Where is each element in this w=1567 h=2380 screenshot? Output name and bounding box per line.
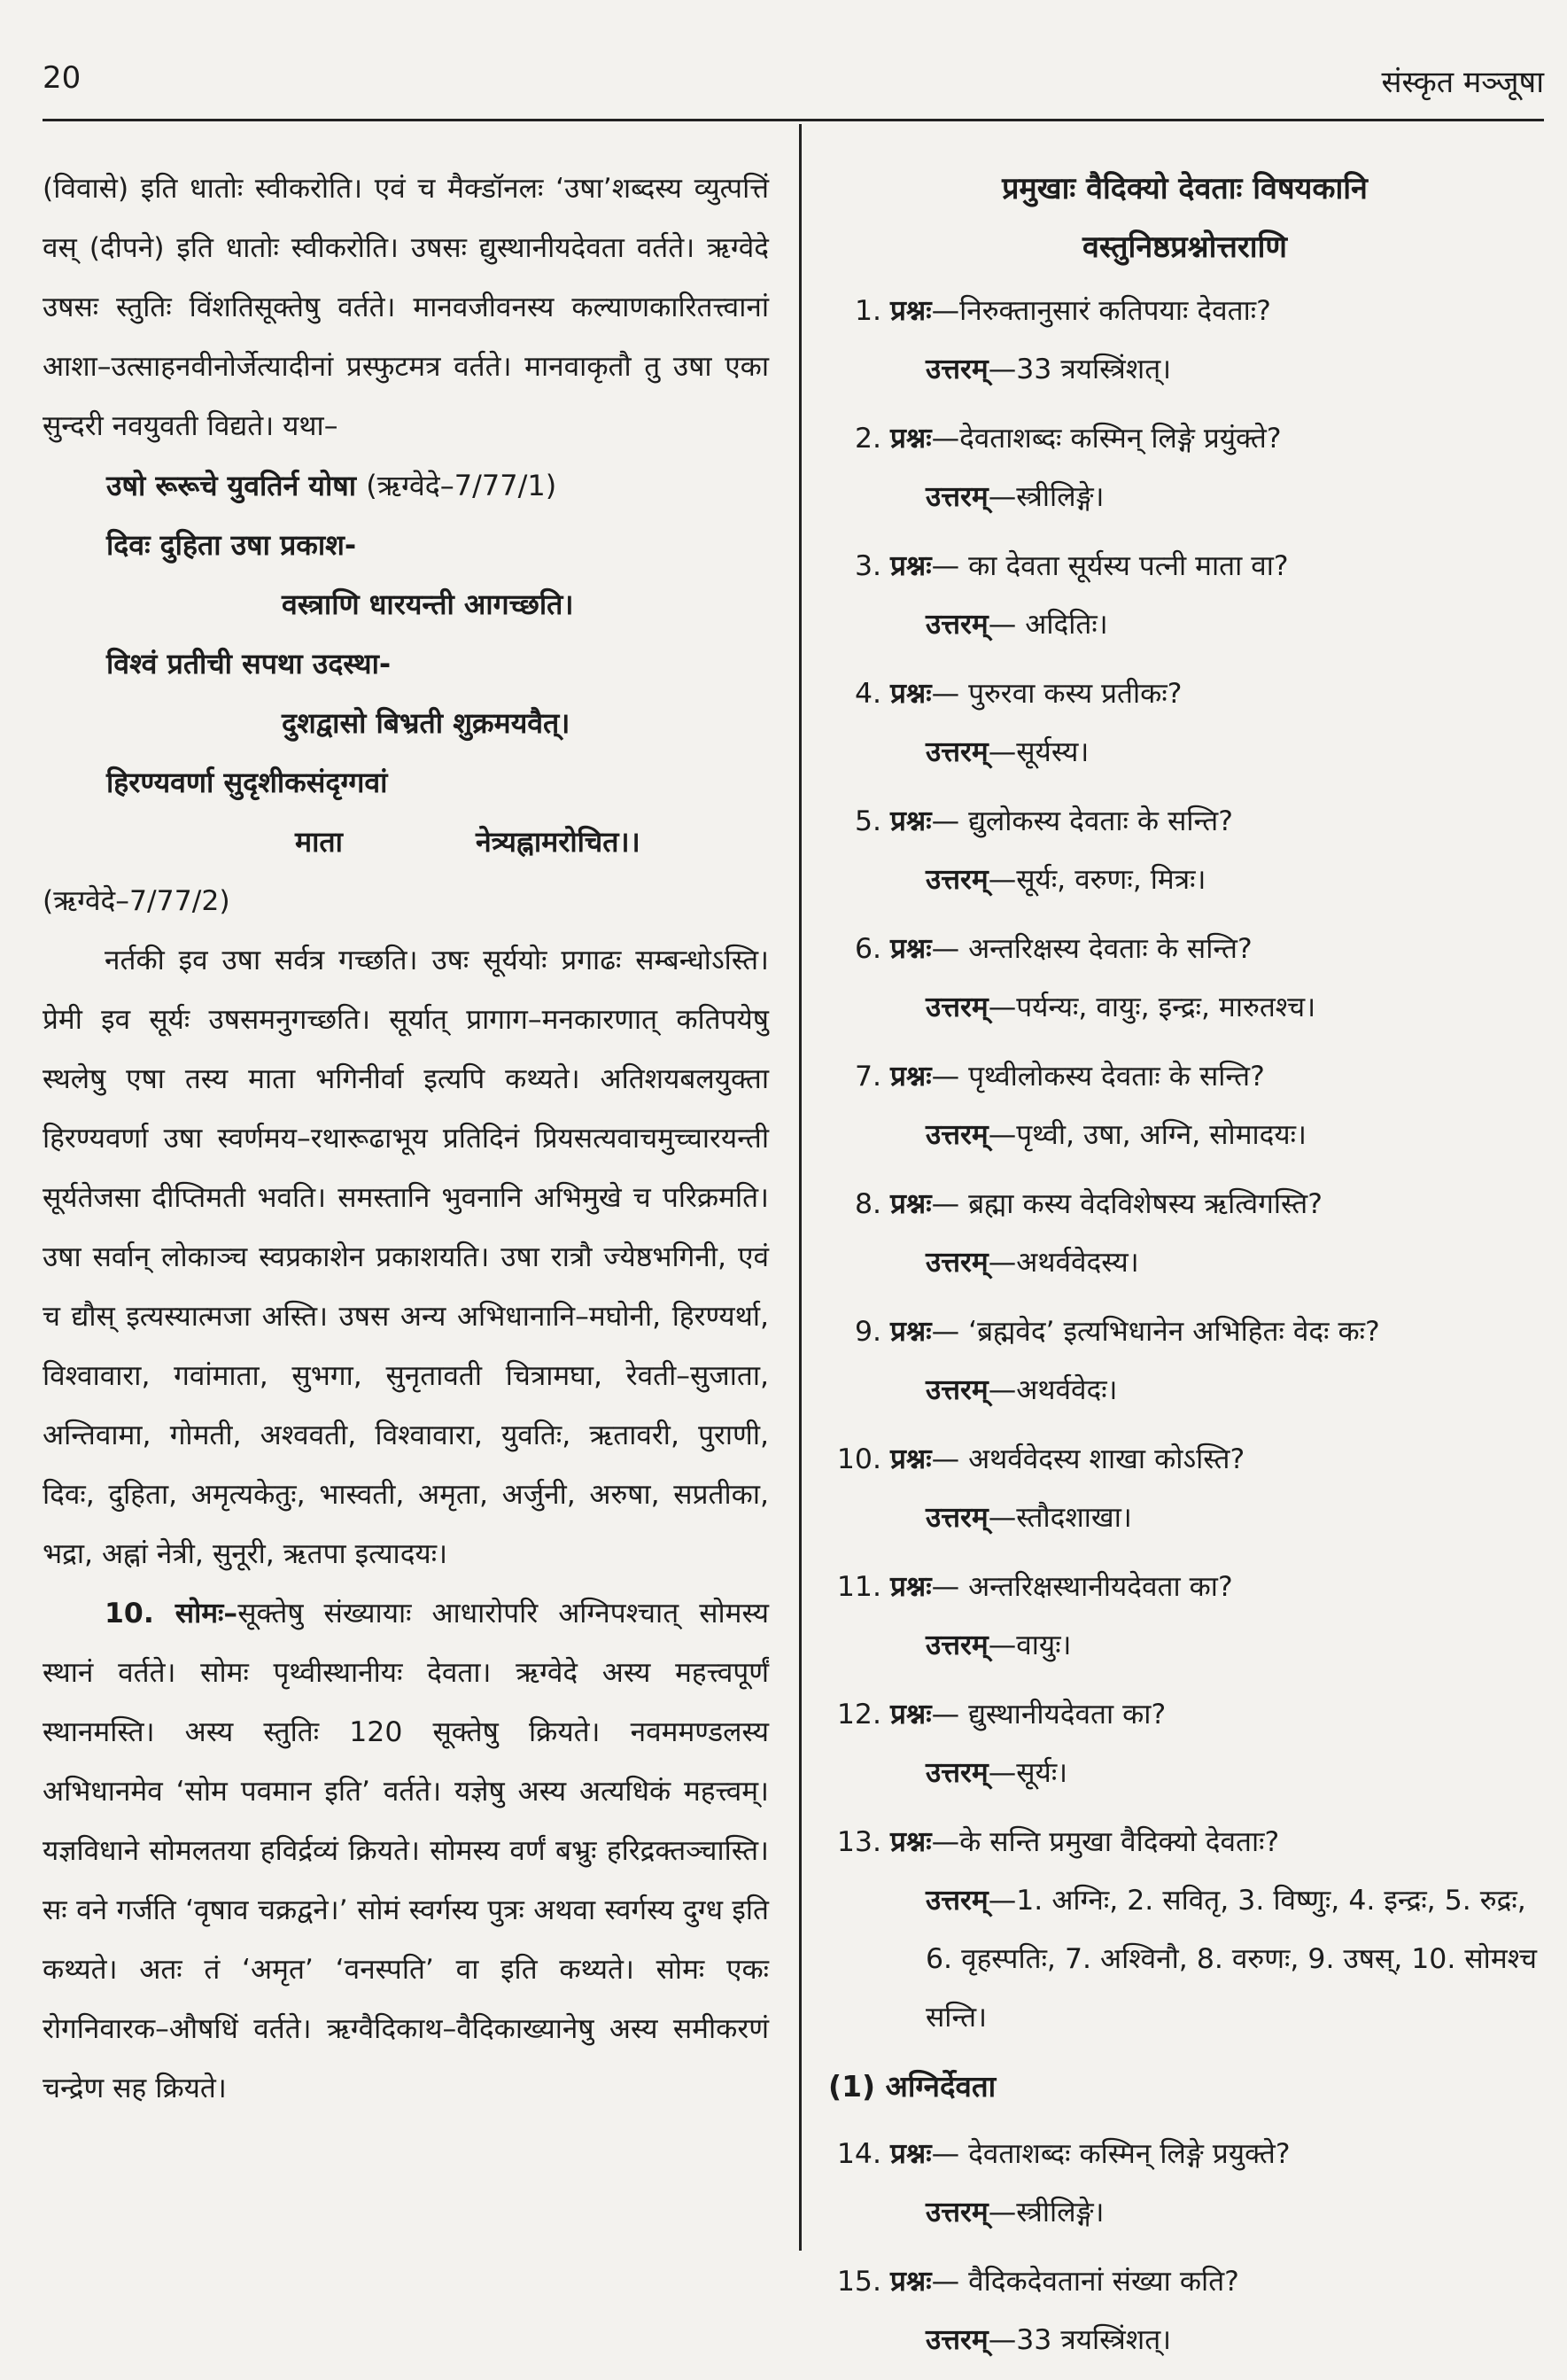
verse-line-7 <box>43 813 769 872</box>
column-divider <box>799 124 802 2251</box>
qa-number: 3. <box>854 550 881 582</box>
answer-label: उत्तरम् <box>926 609 989 641</box>
answer <box>890 851 1541 909</box>
question-label: प्रश्नः <box>890 2138 932 2170</box>
answer <box>890 2183 1541 2242</box>
verse-word: नेत्र्यह्नामरोचित।। <box>475 825 640 859</box>
qa-item <box>828 1175 1541 1292</box>
answer-text: —वायुः। <box>988 1629 1072 1661</box>
question <box>890 1430 1541 1489</box>
qa-item <box>828 2125 1541 2242</box>
qa-item <box>828 665 1541 782</box>
qa-item <box>828 792 1541 909</box>
qa-number: 4. <box>854 678 881 710</box>
question <box>890 665 1541 723</box>
question-text: — द्युस्थानीयदेवता का? <box>931 1699 1167 1731</box>
question-text: — का देवता सूर्यस्य पत्नी माता वा? <box>931 550 1289 582</box>
question-label: प्रश्नः <box>890 678 932 710</box>
verse-word: माता <box>295 825 343 859</box>
answer-text: —33 त्रयस्त्रिंशत्। <box>988 2324 1172 2356</box>
paragraph-3 <box>43 1584 769 2119</box>
answer-text: —पर्यन्यः, वायुः, इन्द्रः, मारुतश्च। <box>988 992 1316 1023</box>
question <box>890 1175 1541 1233</box>
qa-item <box>828 1685 1541 1802</box>
qa-number: 1. <box>854 295 881 327</box>
section-heading <box>828 159 1541 276</box>
verse-reference: (ऋग्वेदे–7/77/1) <box>366 469 557 502</box>
question-label: प्रश्नः <box>890 2266 932 2298</box>
question-text: — वैदिकदेवतानां संख्या कति? <box>931 2266 1239 2298</box>
answer <box>890 978 1541 1037</box>
question <box>890 409 1541 468</box>
qa-item <box>828 1430 1541 1547</box>
answer-label: उत्तरम् <box>926 1885 989 1917</box>
answer <box>890 1744 1541 1802</box>
question-text: — पृथ्वीलोकस्य देवताः के सन्ति? <box>931 1061 1265 1093</box>
answer-text: —पृथ्वी, उषा, अग्नि, सोमादयः। <box>988 1119 1307 1151</box>
qa-item <box>828 1813 1541 2047</box>
question-text: — द्युलोकस्य देवताः के सन्ति? <box>931 805 1233 837</box>
answer-text: —1. अग्निः, 2. सवितृ, 3. विष्णुः, 4. इन्द्रः, 5. रुद्रः, 6. वृहस्पतिः, 7. अश्विनौ, 8. वरुणः, 9. उषस्, 10. सोमश्च सन्ति। <box>926 1885 1538 2034</box>
verse-line-3: वस्त्राणि धारयन्ती आगच्छति। <box>282 587 574 621</box>
question-label: प्रश्नः <box>890 1699 932 1731</box>
question <box>890 1813 1541 1871</box>
qa-item <box>828 2252 1541 2369</box>
answer <box>890 2311 1541 2369</box>
qa-item <box>828 1558 1541 1675</box>
qa-number: 6. <box>854 933 881 965</box>
question-label: प्रश्नः <box>890 1826 932 1858</box>
question-text: — पुरुरवा कस्य प्रतीकः? <box>931 678 1183 710</box>
qa-item <box>828 537 1541 654</box>
question-label: प्रश्नः <box>890 1571 932 1603</box>
paragraph-1: (विवासे) इति धातोः स्वीकरोति। एवं च मैक्डॉनलः ‘उषा’शब्दस्य व्युत्पत्तिं वस् (दीपने) इति धातोः स्वीकरोति। उषसः द्युस्थानीयदेवता वर्तते। ऋग्वेदे उषसः स्तुतिः विंशतिसूक्तेषु वर्तते। मानवजीवनस्य कल्याणकारितत्त्वानां आशा–उत्साहनवीनोर्जेत्यादीनां प्रस्फुटमत्र वर्तते। मानवाकृतौ तु उषा एका सुन्दरी नवयुवती विद्यते। यथा– <box>43 173 769 442</box>
question-label: प्रश्नः <box>890 1443 932 1475</box>
answer-label: उत्तरम् <box>926 736 989 768</box>
subheading: (1) अग्निर्देवता <box>828 2069 997 2104</box>
header-rule <box>43 119 1544 121</box>
qa-list <box>828 282 1541 2047</box>
question <box>890 1303 1541 1361</box>
question-label: प्रश्नः <box>890 1316 932 1348</box>
question <box>890 2252 1541 2311</box>
left-column <box>43 159 769 2119</box>
verse-text: उषो रूरूचे युवतिर्न योषा <box>106 469 357 502</box>
right-column <box>828 159 1541 2380</box>
question-text: — अन्तरिक्षस्य देवताः के सन्ति? <box>931 933 1253 965</box>
answer <box>890 340 1541 399</box>
verse-line-4: विश्वं प्रतीची सपथा उदस्था- <box>106 647 392 681</box>
question-label: प्रश्नः <box>890 550 932 582</box>
question-text: — देवताशब्दः कस्मिन् लिङ्गे प्रयुक्ते? <box>931 2138 1291 2170</box>
qa-number: 10. <box>836 1443 881 1475</box>
page-header <box>43 53 1544 110</box>
verse-line-1 <box>43 456 769 516</box>
question-label: प्रश्नः <box>890 295 932 327</box>
answer-text: —अथर्ववेदस्य। <box>988 1247 1139 1279</box>
answer-label: उत्तरम् <box>926 1757 989 1789</box>
answer <box>890 595 1541 654</box>
qa-number: 9. <box>854 1316 881 1348</box>
verse-line-6: हिरण्यवर्णा सुदृशीकसंदृग्गवां <box>106 766 388 799</box>
question <box>890 282 1541 340</box>
answer-label: उत्तरम् <box>926 1502 989 1534</box>
qa-list-2 <box>828 2125 1541 2369</box>
answer-label: उत्तरम् <box>926 1119 989 1151</box>
qa-number: 13. <box>836 1826 881 1858</box>
answer-label: उत्तरम् <box>926 864 989 896</box>
answer-label: उत्तरम् <box>926 2324 989 2356</box>
qa-item <box>828 1303 1541 1419</box>
section-label: 10. सोमः– <box>105 1598 238 1629</box>
qa-number: 5. <box>854 805 881 837</box>
question-text: — ब्रह्मा कस्य वेदविशेषस्य ऋत्विगस्ति? <box>931 1188 1323 1220</box>
question-text: — ‘ब्रह्मवेद’ इत्यभिधानेन अभिहितः वेदः कः? <box>931 1316 1380 1348</box>
answer <box>890 1871 1541 2047</box>
verse-line-5: दुशद्वासो बिभ्रती शुक्रमयवैत्। <box>282 706 570 740</box>
answer-text: —सूर्यः, वरुणः, मित्रः। <box>988 864 1206 896</box>
qa-number: 8. <box>854 1188 881 1220</box>
answer <box>890 1361 1541 1419</box>
question-label: प्रश्नः <box>890 933 932 965</box>
answer <box>890 1106 1541 1164</box>
question-text: —देवताशब्दः कस्मिन् लिङ्गे प्रयुंक्ते? <box>931 423 1282 455</box>
page-number: 20 <box>43 60 81 96</box>
answer-label: उत्तरम् <box>926 1374 989 1406</box>
qa-number: 2. <box>854 423 881 455</box>
qa-item <box>828 1047 1541 1164</box>
heading-line-2: वस्तुनिष्ठप्रश्नोत्तराणि <box>1082 229 1287 265</box>
question-label: प्रश्नः <box>890 423 932 455</box>
answer-text: —33 त्रयस्त्रिंशत्। <box>988 354 1172 385</box>
question-text: — अन्तरिक्षस्थानीयदेवता का? <box>931 1571 1233 1603</box>
book-title: संस्कृत मञ्जूषा <box>1381 65 1544 100</box>
answer-label: उत्तरम् <box>926 1247 989 1279</box>
question <box>890 2125 1541 2183</box>
question <box>890 1685 1541 1744</box>
question <box>890 792 1541 851</box>
question <box>890 920 1541 978</box>
verse-reference: (ऋग्वेदे–7/77/2) <box>43 885 230 917</box>
question-text: —निरुक्तानुसारं कतिपयाः देवताः? <box>931 295 1271 327</box>
qa-item <box>828 282 1541 399</box>
paragraph-2: नर्तकी इव उषा सर्वत्र गच्छति। उषः सूर्ययोः प्रगाढः सम्बन्धोऽस्ति। प्रेमी इव सूर्यः उषसमनुगच्छति। सूर्यात् प्रागाग–मनकारणात् कतिपयेषु स्थलेषु एषा तस्य माता भगिनीर्वा इत्यपि कथ्यते। अतिशयबलयुक्ता हिरण्यवर्णा उषा स्वर्णमय–रथारूढाभूय प्रतिदिनं प्रियसत्यवाचमुच्चारयन्ती सूर्यतेजसा दीप्तिमती भवति। समस्तानि भुवनानि अभिमुखे च परिक्रमति। उषा सर्वान् लोकाञ्च स्वप्रकाशेन प्रकाशयति। उषा रात्रौ ज्येष्ठभगिनी, एवं च द्यौस् इत्यस्यात्मजा अस्ति। उषस अन्य अभिधानानि–मघोनी, हिरण्यर्था, विश्वावारा, गवांमाता, सुभगा, सुनृतावती चित्रामघा, रेवती–सुजाता, अन्तिवामा, गोमती, अश्ववती, विश्वावारा, युवतिः, ऋतावरी, पुराणी, दिवः, दुहिता, अमृत्यकेतुः, भास्वती, अमृता, अर्जुनी, अरुषा, सप्रतीका, भद्रा, अह्नां नेत्री, सुनूरी, ऋतपा इत्यादयः। <box>43 945 769 1570</box>
answer-text: —अथर्ववेदः। <box>988 1374 1118 1406</box>
qa-number: 11. <box>836 1571 881 1603</box>
question-text: — अथर्ववेदस्य शाखा कोऽस्ति? <box>931 1443 1245 1475</box>
answer-text: —स्त्रीलिङ्गे। <box>988 2197 1105 2228</box>
paragraph-text: सूक्तेषु संख्यायाः आधारोपरि अग्निपश्चात् सोमस्य स्थानं वर्तते। सोमः पृथ्वीस्थानीयः देवता। ऋग्वेदे अस्य महत्त्वपूर्णं स्थानमस्ति। अस्य स्तुतिः 120 सूक्तेषु क्रियते। नवममण्डलस्य अभिधानमेव ‘सोम पवमान इति’ वर्तते। यज्ञेषु अस्य अत्यधिकं महत्त्वम्। यज्ञविधाने सोमलतया हविर्द्रव्यं क्रियते। सोमस्य वर्णं बभ्रुः हरिद्रक्तञ्चास्ति। सः वने गर्जति ‘वृषाव चक्रद्वने।’ सोमं स्वर्गस्य पुत्रः अथवा स्वर्गस्य दुग्ध इति कथ्यते। अतः तं ‘अमृत’ ‘वनस्पति’ वा इति कथ्यते। सोमः एकः रोगनिवारक–औषधिं वर्तते। ऋग्वैदिकाथ–वैदिकाख्यानेषु अस्य समीकरणं चन्द्रेण सह क्रियते। <box>43 1598 770 2104</box>
answer-label: उत्तरम् <box>926 481 989 513</box>
answer-label: उत्तरम् <box>926 1629 989 1661</box>
verse-line-2: दिवः दुहिता उषा प्रकाश- <box>106 528 357 562</box>
question-text: —के सन्ति प्रमुखा वैदिक्यो देवताः? <box>931 1826 1280 1858</box>
answer-label: उत्तरम् <box>926 354 989 385</box>
question-label: प्रश्नः <box>890 1188 932 1220</box>
answer <box>890 723 1541 782</box>
answer-text: — अदितिः। <box>988 609 1108 641</box>
answer-label: उत्तरम् <box>926 992 989 1023</box>
answer <box>890 1489 1541 1547</box>
heading-line-1: प्रमुखाः वैदिक्यो देवताः विषयकानि <box>1002 171 1368 206</box>
qa-number: 15. <box>836 2266 881 2298</box>
answer-text: —स्तौदशाखा। <box>988 1502 1132 1534</box>
question-label: प्रश्नः <box>890 1061 932 1093</box>
answer-label: उत्तरम् <box>926 2197 989 2228</box>
qa-number: 14. <box>836 2138 881 2170</box>
qa-number: 7. <box>854 1061 881 1093</box>
qa-item <box>828 920 1541 1037</box>
answer-text: —स्त्रीलिङ्गे। <box>988 481 1105 513</box>
question <box>890 1558 1541 1616</box>
question <box>890 1047 1541 1106</box>
answer <box>890 468 1541 526</box>
answer-text: —सूर्यस्य। <box>988 736 1090 768</box>
qa-item <box>828 409 1541 526</box>
answer <box>890 1233 1541 1292</box>
question <box>890 537 1541 595</box>
answer <box>890 1616 1541 1675</box>
answer-text: —सूर्यः। <box>988 1757 1068 1789</box>
question-label: प्रश्नः <box>890 805 932 837</box>
qa-number: 12. <box>836 1699 881 1731</box>
